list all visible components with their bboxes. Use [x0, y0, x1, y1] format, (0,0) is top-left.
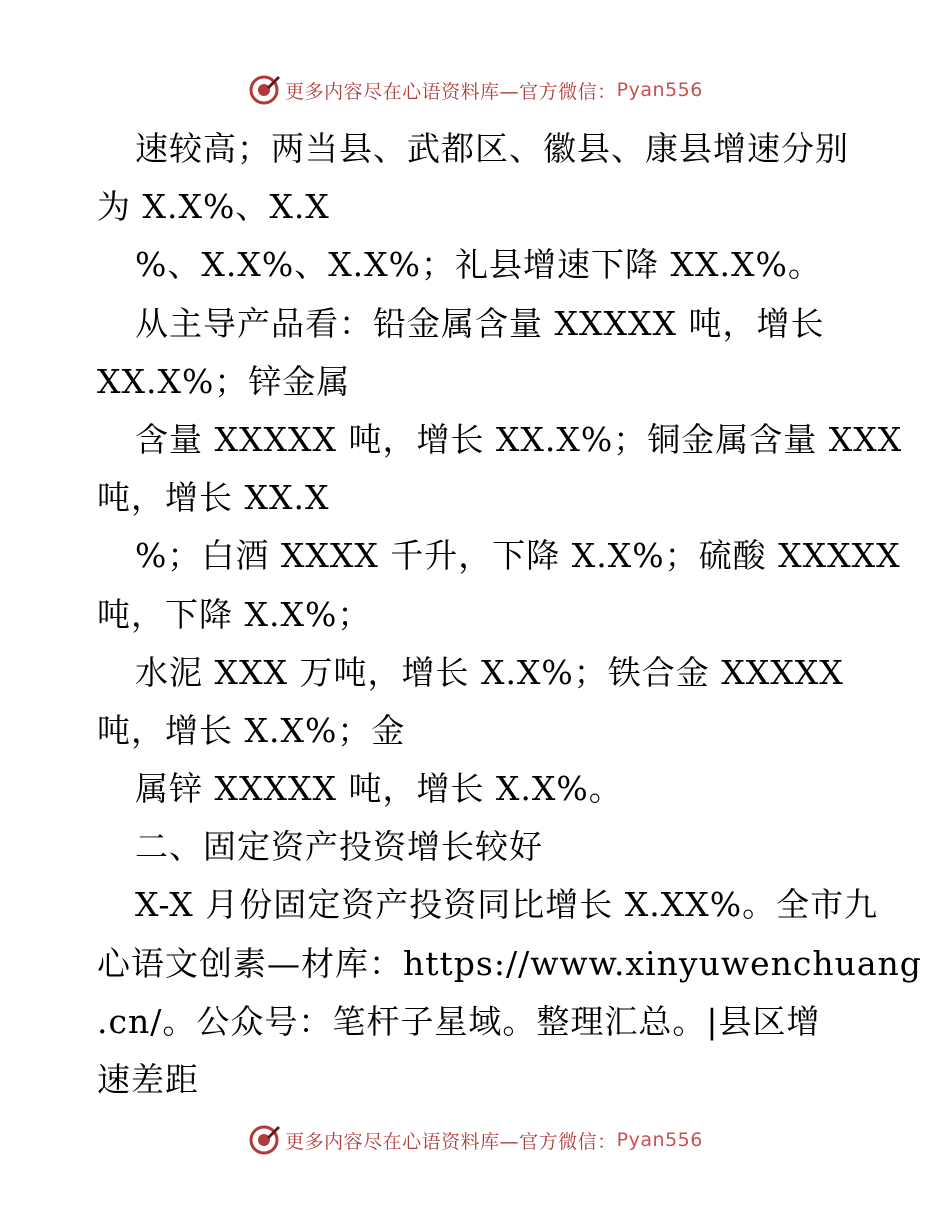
- pen-circle-logo-icon: [247, 73, 281, 107]
- document-body: [97, 120, 922, 1109]
- text-line: 属锌 XXXXX 吨，增长 X.X%。: [135, 769, 623, 809]
- header-banner: [0, 70, 950, 110]
- text-line: %、X.X%、X.X%；礼县增速下降 XX.X%。: [135, 245, 822, 285]
- text-line: 吨，增长 X.X%；金: [97, 710, 406, 750]
- text-line: 含量 XXXXX 吨，增长 XX.X%；铜金属含量 XXX: [135, 419, 903, 459]
- text-line: .cn/。公众号：笔杆子星域。整理汇总。|县区增: [97, 1001, 821, 1041]
- header-wechat-id: Pyan556: [616, 79, 703, 101]
- footer-banner: [0, 1120, 950, 1160]
- text-line: 吨，下降 X.X%；: [97, 594, 372, 634]
- text-line: 为 X.X%、X.X: [97, 187, 330, 227]
- section-heading: 二、固定资产投资增长较好: [135, 827, 543, 867]
- footer-banner-text: 更多内容尽在心语资料库—官方微信：: [285, 1130, 617, 1153]
- text-line: 吨，增长 XX.X: [97, 478, 330, 518]
- text-line: 心语文创素—材库：https://www.xinyuwenchuang: [97, 943, 922, 983]
- text-line: %；白酒 XXXX 千升，下降 X.X%；硫酸 XXXXX: [135, 536, 901, 576]
- header-banner-text: 更多内容尽在心语资料库—官方微信：: [285, 80, 617, 103]
- text-line: 从主导产品看：铅金属含量 XXXXX 吨，增长: [135, 303, 825, 343]
- text-line: 水泥 XXX 万吨，增长 X.X%；铁合金 XXXXX: [135, 652, 844, 692]
- footer-wechat-id: Pyan556: [616, 1129, 703, 1151]
- text-line: 速差距: [97, 1060, 199, 1099]
- text-line: XX.X%；锌金属: [97, 361, 351, 401]
- text-line: 速较高；两当县、武都区、徽县、康县增速分别: [135, 129, 849, 168]
- text-line: X-X 月份固定资产投资同比增长 X.XX%。全市九: [135, 885, 879, 925]
- pen-circle-logo-icon: [247, 1123, 281, 1157]
